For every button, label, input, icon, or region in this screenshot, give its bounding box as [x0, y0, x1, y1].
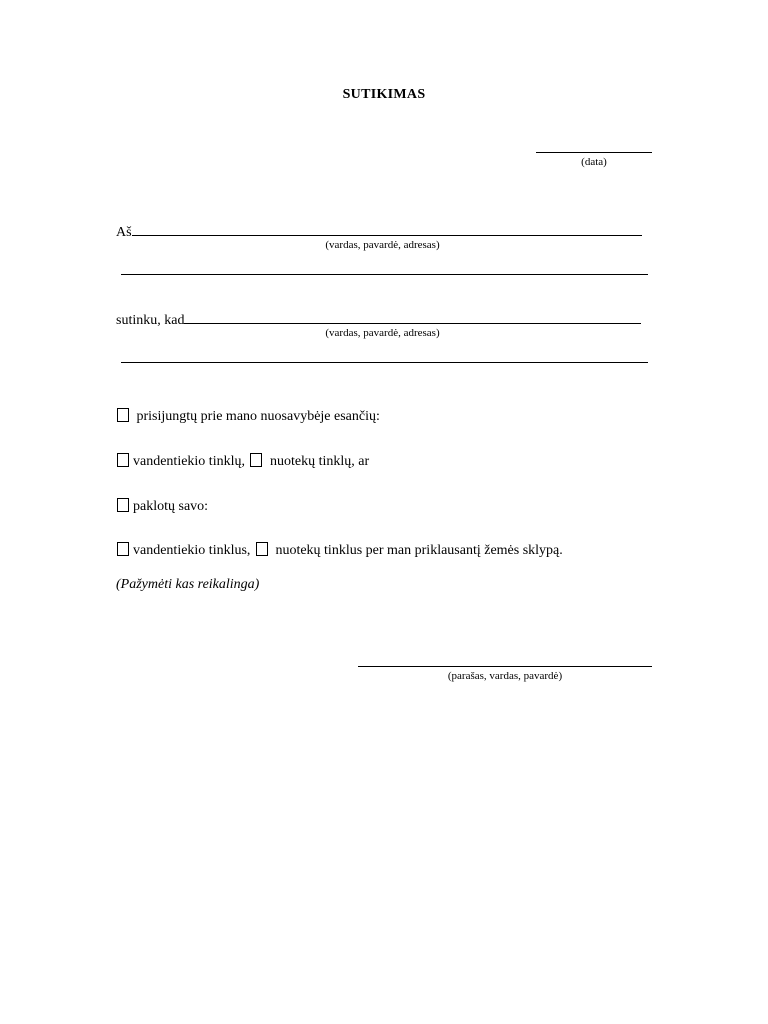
option-lay-row: [117, 498, 208, 515]
sewer-networks-checkbox[interactable]: [250, 453, 262, 467]
person-field-1-continued[interactable]: [121, 274, 648, 275]
person-caption-2: (vardas, pavardė, adresas): [325, 327, 440, 339]
option-connect-label: prisijungtų prie mano nuosavybėje esančių:: [136, 409, 380, 424]
water-networks-acc-checkbox[interactable]: [117, 542, 129, 556]
option-water-networks-acc-label: vandentiekio tinklus,: [133, 543, 251, 558]
option-water-networks-label: vandentiekio tinklų,: [133, 454, 245, 469]
option-networks-row: [117, 453, 369, 470]
person-caption-1: (vardas, pavardė, adresas): [325, 239, 440, 251]
person-field-2[interactable]: [184, 311, 641, 324]
document-title: SUTIKIMAS: [342, 87, 426, 102]
option-plot-row: [117, 542, 563, 559]
person-field-2-continued[interactable]: [121, 362, 648, 363]
sewer-plot-checkbox[interactable]: [256, 542, 268, 556]
note: (Pažymėti kas reikalinga): [116, 577, 260, 592]
date-caption: (data): [581, 156, 607, 168]
connect-checkbox[interactable]: [117, 408, 129, 422]
signature-caption: (parašas, vardas, pavardė): [447, 670, 563, 682]
person-field-1[interactable]: [132, 223, 642, 236]
option-sewer-plot-label: nuotekų tinklus per man priklausantį žemės sklypą.: [275, 543, 563, 558]
lay-checkbox[interactable]: [117, 498, 129, 512]
signature-field[interactable]: [358, 666, 652, 667]
date-field[interactable]: [536, 152, 652, 153]
option-connect-row: [117, 408, 380, 425]
agree-label: sutinku, kad: [116, 313, 185, 328]
water-networks-checkbox[interactable]: [117, 453, 129, 467]
option-sewer-networks-label: nuotekų tinklų, ar: [269, 454, 370, 469]
option-lay-label: paklotų savo:: [133, 499, 209, 514]
as-label: Aš: [116, 225, 132, 240]
